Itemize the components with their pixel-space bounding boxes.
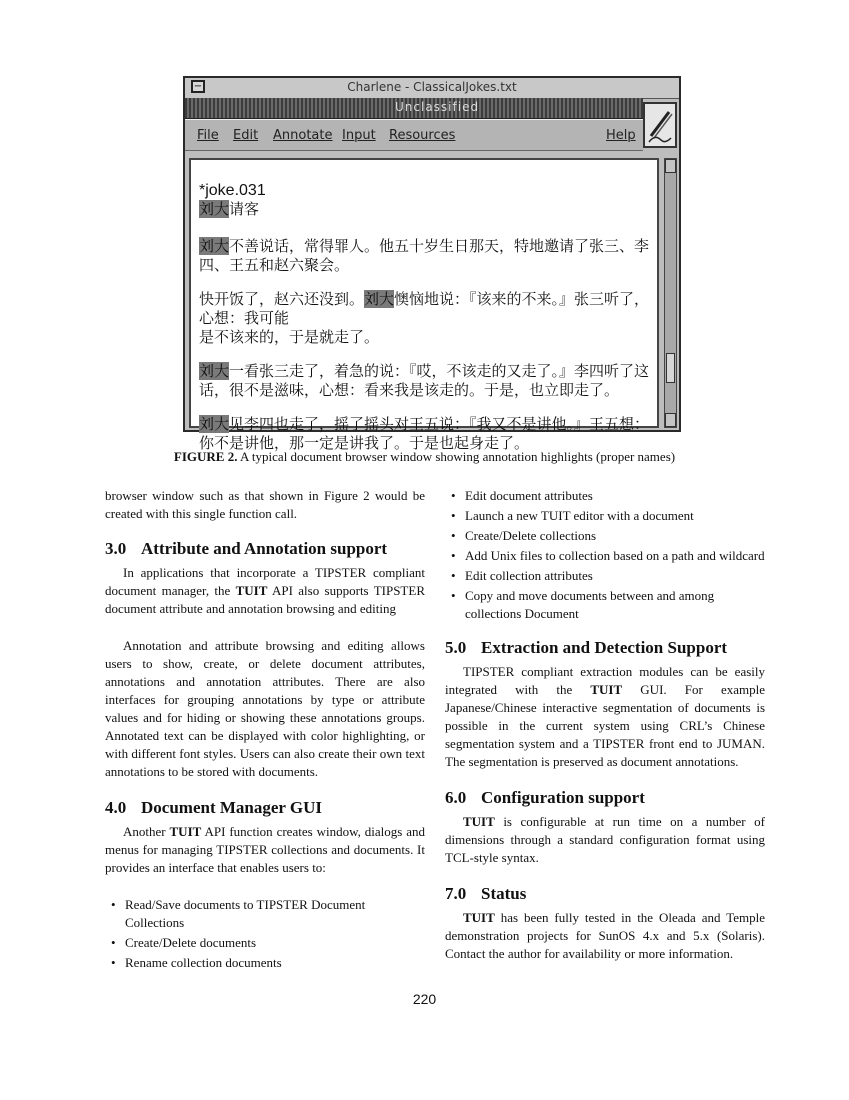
annotation-highlight[interactable]: 刘大: [199, 362, 230, 380]
list-item: • Copy and move documents between and among collections Document: [445, 587, 765, 623]
text-run: TIPSTER compliant extraction modules can be easily integrated with the: [445, 664, 765, 697]
list-item: • Edit document attributes: [445, 487, 765, 505]
section-4-paragraph: [105, 823, 425, 877]
section-3-paragraph-2: Annotation and attribute browsing and editing allows users to show, create, or delete document attributes, annotations and annotation attributes. There are also interfaces for grouping annotations by type or attribute values and for hiding or showing these annotations groups. Annotated text can be displayed with color highlighting, or with different font styles. Users can also create their own text annotations to be stored with documents.: [105, 638, 425, 779]
scroll-down-arrow-icon[interactable]: [665, 413, 676, 427]
text-run: In applications that incorporate a TIPSTER compliant document manager, the: [105, 565, 425, 598]
page-number: 220: [412, 991, 437, 1007]
intro-paragraph: browser window such as that shown in Figure 2 would be created with this single function call.: [105, 488, 425, 521]
document-text-area[interactable]: [189, 158, 659, 452]
paragraph-1-text: 不善说话，常得罪人。他五十岁生日那天，特地邀请了张三、李四、王五和赵六聚会。: [199, 237, 650, 274]
paragraph-1: [199, 237, 657, 275]
text-run: Another: [123, 824, 170, 839]
annotation-highlight[interactable]: 刘大: [199, 237, 230, 255]
window-menu-button[interactable]: −: [191, 80, 205, 93]
pen-icon[interactable]: [643, 102, 677, 148]
section-7-paragraph: [445, 909, 765, 963]
list-item: • Create/Delete documents: [105, 934, 425, 952]
list-item: • Rename collection documents: [105, 954, 425, 972]
tuit-term: TUIT: [590, 682, 623, 697]
scrollbar-thumb[interactable]: [666, 353, 675, 383]
left-bullet-list: [105, 896, 425, 972]
section-6-title: Configuration support: [481, 788, 645, 807]
window-titlebar: [185, 78, 679, 99]
pen-icon-graphic: [645, 104, 675, 146]
classification-label: Unclassified: [395, 100, 480, 114]
paragraph-2-text-b: 懊恼地说：『该来的不来。』张三听了，心想：我可能: [199, 290, 650, 327]
tuit-term: TUIT: [169, 824, 202, 839]
figure-caption-label: FIGURE 2.: [173, 449, 238, 464]
document-title-text: 请客: [229, 200, 260, 218]
annotation-highlight[interactable]: 刘大: [199, 415, 230, 433]
menu-edit[interactable]: Edit: [233, 128, 259, 143]
document-browser-window: [183, 76, 681, 452]
section-3-number: 3.0: [105, 539, 127, 558]
paragraph-2-text-a: 快开饭了，赵六还没到。: [199, 290, 365, 308]
menu-bar: [185, 119, 643, 151]
right-column: [445, 487, 765, 963]
document-title: [199, 200, 657, 219]
list-item: • Create/Delete collections: [445, 527, 765, 545]
section-5-title: Extraction and Detection Support: [481, 638, 728, 657]
figure-caption: [0, 449, 849, 465]
section-7-heading: [445, 885, 765, 903]
tuit-term: TUIT: [463, 814, 495, 829]
section-6-number: 6.0: [445, 788, 467, 807]
classification-banner: [185, 98, 643, 119]
right-bullet-list: [445, 487, 765, 623]
list-item: • Add Unix files to collection based on a path and wildcard: [445, 547, 765, 565]
text-run: GUI. For example Japanese/Chinese interactive segmentation of documents is possible in the current system using CRL’s Chinese segmentation system and a TIPSTER front end to JUMAN. The segmentation is preserved as document annotations.: [445, 682, 765, 769]
text-run: is configurable at run time on a number of dimensions through a standard configuration format using TCL-style syntax.: [445, 814, 765, 865]
vertical-scrollbar[interactable]: [664, 158, 677, 428]
section-5-heading: [445, 639, 765, 657]
scroll-up-arrow-icon[interactable]: [665, 159, 676, 173]
list-item: • Read/Save documents to TIPSTER Document Collections: [105, 896, 425, 932]
section-3-paragraph-1: [105, 564, 425, 618]
paragraph-2-text-c: 是不该来的，于是就走了。: [199, 328, 380, 346]
section-7-title: Status: [481, 884, 527, 903]
section-5-paragraph: [445, 663, 765, 771]
list-item: • Launch a new TUIT editor with a document: [445, 507, 765, 525]
paragraph-2: [199, 290, 657, 347]
section-3-heading: [105, 540, 425, 558]
menu-file[interactable]: File: [197, 128, 219, 143]
tuit-term: TUIT: [235, 583, 268, 598]
section-7-number: 7.0: [445, 884, 467, 903]
paragraph-3-text: 一看张三走了，着急的说：『哎，不该走的又走了。』李四听了这话，很不是滋味，心想：看来我是该走的。于是，也立即走了。: [199, 362, 650, 399]
document-id: *joke.031: [199, 182, 266, 199]
section-6-paragraph: [445, 813, 765, 867]
text-run: API function creates window, dialogs and menus for managing TIPSTER collections and documents. It provides an interface that enables users to:: [105, 824, 425, 875]
left-column: [105, 487, 425, 972]
paragraph-3: [199, 362, 657, 400]
section-5-number: 5.0: [445, 638, 467, 657]
list-item: • Edit collection attributes: [445, 567, 765, 585]
menu-help[interactable]: Help: [606, 128, 636, 143]
window-title: Charlene - ClassicalJokes.txt: [347, 80, 517, 94]
section-3-title: Attribute and Annotation support: [141, 539, 388, 558]
annotation-highlight[interactable]: 刘大: [364, 290, 395, 308]
paragraph-4-text: 见李四也走了，摇了摇头对王五说：『我又不是讲他。』王五想：你不是讲他，那一定是讲我了。于是也起身走了。: [199, 415, 650, 452]
section-4-heading: [105, 799, 425, 817]
section-4-number: 4.0: [105, 798, 127, 817]
tuit-term: TUIT: [463, 910, 495, 925]
menu-resources[interactable]: Resources: [389, 128, 456, 143]
menu-input[interactable]: Input: [342, 128, 376, 143]
annotation-highlight[interactable]: 刘大: [199, 200, 230, 218]
figure-caption-text: A typical document browser window showing annotation highlights (proper names): [240, 449, 676, 464]
text-run: has been fully tested in the Oleada and Temple demonstration projects for SunOS 4.x and 5.x (Solaris). Contact the author for availability or more information.: [445, 910, 765, 961]
menu-annotate[interactable]: Annotate: [273, 128, 333, 143]
text-run: API also supports TIPSTER document attribute and annotation browsing and editing: [105, 583, 425, 616]
section-6-heading: [445, 789, 765, 807]
section-4-title: Document Manager GUI: [141, 798, 322, 817]
paragraph-4: [199, 415, 657, 453]
